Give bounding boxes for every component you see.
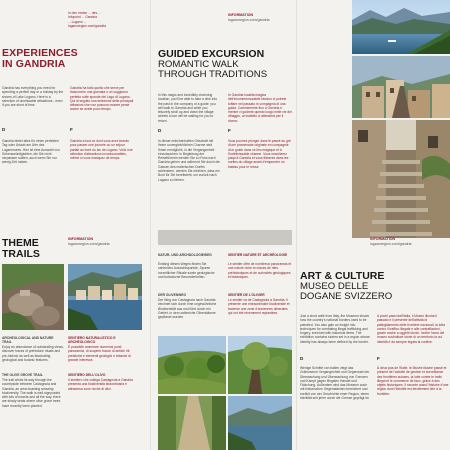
- garden-photo-image: [158, 336, 226, 394]
- experiences-it-text: Gandria ha tutto quello che serve per trascorrere una giornata o un soggiorno perfetto sulle sponde del Lago di Lugano. Qui di seguito una selezione delle principali attrazioni che non possono essere perse anche se avete poco tempo.: [70, 86, 134, 112]
- theme-col4-text: Le sentier offre de nombreux panoramas et une nature riche en traces de rites préhistoriques et de curiosités géologiques et botaniques.: [228, 262, 292, 279]
- top-note-link: luganoregion.com/gandria: [68, 23, 107, 28]
- garden-photo: [158, 336, 226, 394]
- art-info: [370, 237, 450, 246]
- theme-strip-photo-image: [158, 230, 292, 245]
- experiences-fr-text: Gandria a tout ce dont vous avez besoin pour passer une journée ou un séjour parfait au bord du lac de Lugano. Voici une sélection d'attractions incontournables, même si vous manquez de temps.: [70, 139, 133, 161]
- experiences-letter-f: F: [70, 127, 73, 132]
- theme-col4-head: SENTIER NATURE ET ARCHÉOLOGIE: [228, 253, 288, 257]
- guided-letter-d: D: [158, 128, 162, 133]
- theme-col3-text: Entlang dieses Weges finden Sie zahlreiche Aussichtspunkte, Spuren vorzeitlicher Rituale sowie geologische und botanische Besonderheiten.: [158, 262, 215, 279]
- path-photo-image: [158, 396, 226, 450]
- experiences-en-text: Gandria has everything you need for spending a perfect day or a holiday by the shores of Lake Lugano. Here is a selection of unmissable attractions - even if you are short of time.: [2, 86, 64, 108]
- art-title: [300, 271, 450, 302]
- page-fold: [150, 0, 151, 450]
- theme-info-link[interactable]: luganoregion.com/gandria: [68, 241, 110, 246]
- guided-en-text: In this magic and incredibly charming location, you'll be able to take a dive into the past in the company of a guide: you will walk to Gandria and while you leisurely stroll up and down the village streets a tour will be waiting for you to return.: [158, 93, 218, 123]
- lake-photo: [352, 0, 450, 54]
- stone-trail-photo-image: [2, 264, 64, 330]
- theme-col1b-text: The trail winds its way through the countryside between Castagnola and Gandria, an area boasting amazing biodiversity. The walk is well-signposted with lots of boards and all the way, there are shady seats where olive grove trees have recently been planted.: [2, 378, 61, 408]
- lakeside-village-photo-image: [68, 264, 142, 330]
- art-fr-text: À deux pas de l'Italie, le Musée illustre passé et présent de l'activité de gestion et surveillance des frontières suisses, la lutte contre le trafic illégal et le commerce de faux, grâce à des objets historiques. Il raconte aussi l'histoire d'une région dont l'identité est étroitement liée à la frontière.: [377, 366, 449, 396]
- top-note-line: ... Lugano ...: [68, 19, 87, 24]
- experiences-title-line1: EXPERIENCES: [2, 47, 78, 59]
- theme-col1-text: Enjoy an abundance of outstanding views, discover traces of prehistoric rituals and pre-historic as well as fascinating geological and botanic features.: [2, 345, 64, 362]
- theme-title: [2, 238, 72, 259]
- art-en-text: Just a short walk from Italy, the Museum shows how the country's national borders used to be patrolled. You also gain an insight into techniques for combating illegal trafficking and forgery, enriched with historical items. The exhibition contains stories set in a region whose identity has always been defined by the border.: [300, 314, 370, 344]
- art-letter-f: F: [377, 356, 380, 361]
- theme-col1b-head: THE OLIVE GROVE TRAIL: [2, 373, 43, 377]
- theme-col3b-head: DER OLIVENWEG: [158, 293, 187, 297]
- view-photo-image: [228, 396, 292, 450]
- theme-col4b-head: SENTIER DE L'OLIVIER: [228, 293, 265, 297]
- experiences-letter-d: D: [2, 127, 6, 132]
- guided-sub-line2: THROUGH TRADITIONS: [158, 68, 268, 80]
- art-sub-line1: MUSEO DELLE: [300, 280, 369, 292]
- theme-col4b-text: Le sentier va de Castagnola à Gandria. Il présente une extraordinaire biodiversité et traverse une zone d'anciennes oliveraies qui ont été récemment replantées.: [228, 298, 290, 315]
- olive-grove-photo: [228, 336, 292, 394]
- top-note-line: Infopoint ... Gandria: [68, 15, 97, 20]
- art-sub-line2: DOGANE SVIZZERO: [300, 290, 393, 302]
- lake-photo-image: [352, 0, 450, 54]
- view-photo: [228, 396, 292, 450]
- village-photo: [352, 56, 450, 118]
- theme-col3-head: NATUR- UND ARCHÄOLOGIEWEG: [158, 253, 212, 257]
- guided-it-text: In Gandria località magica dell'incommensurabile fascino vi potrete tuffare nel passato in compagnia di una guida. Camminerete fino a Gandria e mentre vi godrete questo luogo nelle vie del villaggio, un battello vi attenderà per il ritorno.: [228, 93, 292, 123]
- guided-title-line1: GUIDED EXCURSION: [158, 48, 265, 60]
- art-it-text: A pochi passi dall'Italia, il Museo illustra il passato e il presente dell'attività di pattugliamento delle frontiere nazionali, la lotta contro il traffico illegale e alle contraffazioni, grazie anche a oggetti storici. Inoltre l'area del museo custodisce storie di un territorio la cui identità è da sempre legata al confine.: [377, 314, 445, 344]
- theme-title-line1: THEME: [2, 237, 39, 249]
- guided-letter-f: F: [228, 128, 231, 133]
- guided-title: [158, 49, 298, 80]
- art-title-line1: ART & CULTURE: [300, 270, 385, 282]
- theme-strip-photo: [158, 230, 292, 245]
- experiences-title: [2, 48, 152, 69]
- alley-photo-image: [352, 120, 450, 238]
- village-photo-image: [352, 56, 450, 118]
- guided-fr-text: Vous pourrez plonger dans le passé au gré d'une promenade originale en compagnie d'un guide dans ce lieu magique et à l'indéfinissable charme. Vous marcherez jusqu'à Gandria et vous flânerez dans les ruelles du village avant d'emprunter un bateau pour le retour.: [228, 139, 291, 169]
- guided-info-head: INFORMATION: [228, 13, 254, 17]
- theme-col1-head: ARCHEOLOGICAL AND NATURE TRAIL: [2, 336, 54, 345]
- top-note: [68, 11, 133, 28]
- page-fold: [296, 0, 297, 450]
- olive-grove-photo-image: [228, 336, 292, 394]
- top-note-line: In den ersten ... des ...: [68, 11, 101, 15]
- art-letter-d: D: [300, 356, 304, 361]
- path-photo: [158, 396, 226, 450]
- theme-title-line2: TRAILS: [2, 247, 40, 260]
- alley-photo: [352, 120, 450, 238]
- theme-info: [68, 237, 148, 246]
- theme-col2-head: SENTIERO NATURALISTICO E ARCHEOLOGICO: [68, 336, 116, 345]
- guided-de-text: In dieser märchenhaften Ortschaft mit ihrem unvergleichlichen Charme wird Ihnen ermöglicht, in die Vergangenheit einzutauchen: in Begleitung der Reiseführerin werden Sie zu Fuss nach Gandria gehen und während Sie durch die Gassen des malerischen Dorfes schlendern, werden Sie erfahren, dass ein Boot für Sie bereitsteht, um zurück nach Lugano zu fahren.: [158, 139, 220, 182]
- theme-col3b-text: Der Weg von Castagnola nach Gandria zeichnet sich durch eine ungewöhnliche Biodiversität aus und führt durch ein Gebiet, in dem zahlreiche Olivenbäume gepflanzt wurden.: [158, 298, 217, 320]
- theme-col2b-text: Il sentiero che collega Castagnola a Gandria presenta una biodiversità straordinaria e attraversa zone ricche di olivi.: [68, 378, 133, 391]
- art-de-text: Wenige Schritte von Italien zeigt das Zollmuseum Vergangenheit und Gegenwart der Überwachung und Überwachung von Grenzen und Kampf gegen illegalen Handel und Fälschung. Außerdem wird das Museum auch mit historischen Gegenständen bereichert und erzählt von der Geschichte einer Region, deren Identität seit jeher durch die Grenze geprägt ist.: [300, 366, 370, 401]
- art-info-link[interactable]: luganoregion.com/gandria: [370, 241, 412, 246]
- stone-trail-photo: [2, 264, 64, 330]
- experiences-de-text: Gandria bietet alles für einen perfekten Tag oder Urlaub am Ufer des Luganersees. Hier ist eine Auswahl von Sehenswürdigkeiten, die Sie nicht verpassen sollten, auch wenn Sie nur wenig Zeit haben.: [2, 139, 60, 165]
- theme-info-head: INFORMATION: [68, 237, 94, 241]
- theme-col2b-head: SENTIERO DELL'OLIVO: [68, 373, 106, 377]
- experiences-title-line2: IN GANDRIA: [2, 57, 66, 70]
- guided-info-link[interactable]: luganoregion.com/gandria: [228, 17, 270, 22]
- guided-sub-line1: ROMANTIC WALK: [158, 58, 239, 70]
- art-info-head: INFORMATION: [370, 237, 396, 241]
- lakeside-village-photo: [68, 264, 142, 330]
- theme-col2-text: È possibile ammirare numerosi punti panoramici, di scoprire tracce di antichi riti preistorici e elementi geologici e botanici di grande interesse.: [68, 345, 131, 362]
